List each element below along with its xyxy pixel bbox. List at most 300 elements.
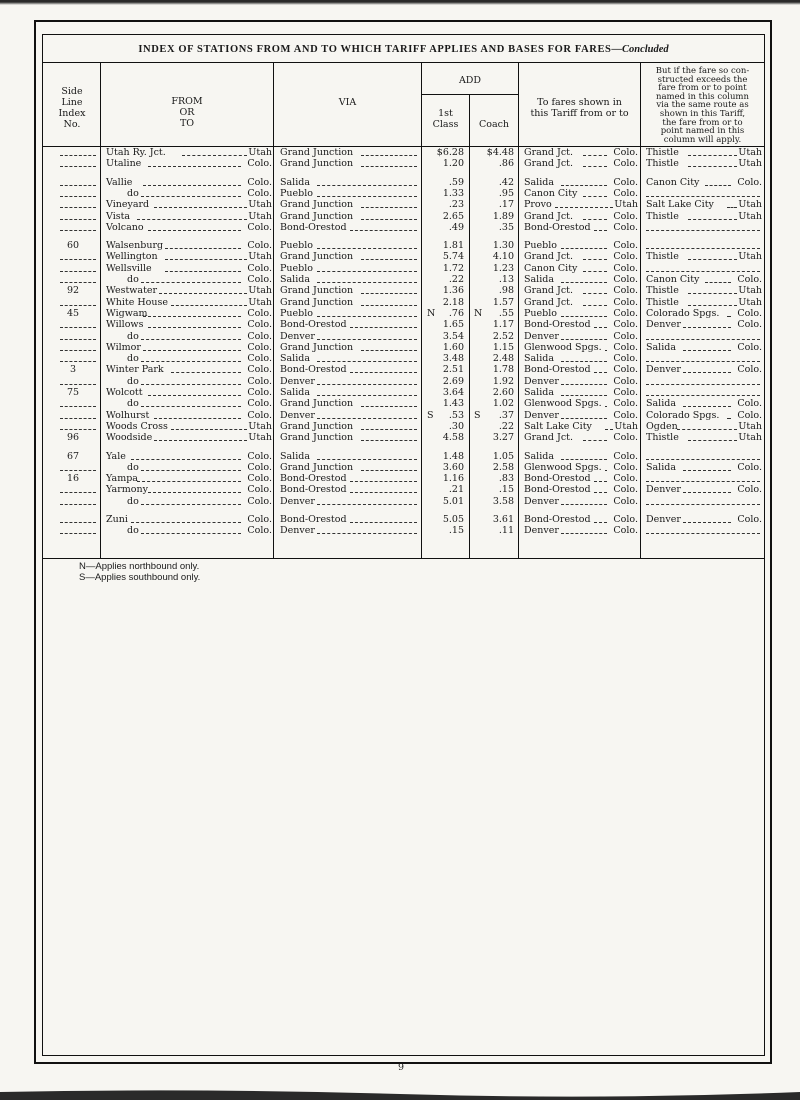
alt-fare-point: Thistle [646,210,679,222]
to-fare-point: Bond-Orestod [524,221,591,233]
station-state: Colo. [247,240,272,252]
coach-fare: 1.92 [492,375,514,387]
coach-fare: .83 [498,473,514,485]
header-side-line-2: Line [61,97,83,108]
station-state: Colo. [247,158,272,170]
header-but-if-2: structed exceeds the [657,74,748,85]
station-leader [143,350,241,351]
scan-edge-top [0,0,800,5]
via-leader [317,361,417,362]
alt-fare-point: Colorado Spgs. [646,409,720,421]
alt-fare-state: Utah [738,285,762,297]
coach-fare: .15 [498,484,514,496]
title-main: INDEX OF STATIONS FROM AND TO WHICH TARIFF APPLIES AND BASES FOR FARES [138,44,612,55]
alt-fare-state: Utah [738,296,762,308]
via-route: Salida [280,353,310,365]
via-leader [361,406,417,407]
alt-fare-point: Salida [646,398,676,410]
first-class-fare: .21 [448,484,464,496]
coach-fare: .37 [498,409,514,421]
coach-fare: .11 [498,525,514,537]
to-fare-state: Colo. [613,375,638,387]
row-index-blank [60,196,96,197]
to-fare-point: Grand Jct. [524,251,573,263]
header-coach: Coach [478,119,510,130]
to-fare-leader [561,418,607,419]
rule-table-bottom [42,558,765,559]
station-leader [182,155,247,156]
station-leader [159,293,246,294]
alt-fare-state: Colo. [737,319,762,331]
to-fare-leader [583,293,607,294]
to-fare-point: Glenwood Spgs. [524,341,602,353]
coach-fare: 1.57 [492,296,514,308]
via-route: Salida [280,387,310,398]
alt-fare-leader [688,155,736,156]
alt-fare-point: Ogden [646,420,678,432]
via-route: Salida [280,176,310,188]
to-fare-state: Colo. [613,221,638,233]
to-fare-point: Bond-Orestod [524,514,591,525]
via-leader [317,185,417,186]
station-state: Colo. [247,514,272,525]
title-suffix: —Concluded [611,44,669,55]
alt-fare-point: Thistle [646,285,679,297]
alt-fare-state: Utah [738,210,762,222]
station-state: Utah [248,199,272,211]
first-class-fare: 5.01 [442,495,464,507]
to-fare-point: Grand Jct. [524,210,573,222]
row-index-number: 67 [66,450,80,462]
coach-fare: 2.48 [492,353,514,365]
footnote-south: S—Applies southbound only. [79,572,201,583]
coach-fare: .98 [498,285,514,297]
alt-fare-point: Thistle [646,147,679,158]
alt-fare-point: Denver [646,319,681,331]
row-index-blank [60,327,96,328]
coach-fare: .42 [498,176,514,188]
row-index-blank [60,271,96,272]
to-fare-point: Salida [524,176,554,188]
first-class-fare: 1.16 [442,473,464,485]
via-leader [317,316,417,317]
page-number: 9 [397,1062,405,1073]
to-fare-leader [583,166,607,167]
station-name: do [127,461,139,473]
to-fare-state: Colo. [613,432,638,444]
to-fare-point: Canon City [524,187,578,199]
to-fare-point: Salida [524,274,554,285]
header-from-2: OR [179,107,195,118]
to-fare-leader [561,361,607,362]
station-name: Utaline [106,158,142,170]
station-name: Utah Ry. Jct. [106,147,166,158]
first-class-fare: .53 [448,409,464,421]
alt-fare-point: Salt Lake City [646,199,714,211]
via-leader [361,305,417,306]
via-leader [317,339,417,340]
alt-fare-state: Colo. [737,176,762,188]
station-state: Colo. [247,525,272,537]
station-name: Zuni [106,514,128,525]
station-name: Wigwam [106,307,148,319]
via-route: Denver [280,525,315,537]
row-index-blank [60,418,96,419]
row-index-number: 75 [66,387,80,398]
header-but-if-4: named in this column [656,91,749,102]
station-state: Colo. [247,176,272,188]
to-fare-state: Colo. [613,296,638,308]
station-name: Volcano [106,221,144,233]
via-leader [350,230,417,231]
to-fare-state: Colo. [613,484,638,496]
alt-fare-leader [683,372,731,373]
to-fare-state: Colo. [613,176,638,188]
alt-fare-leader [705,185,731,186]
station-state: Colo. [247,495,272,507]
row-index-blank [60,219,96,220]
via-route: Denver [280,375,315,387]
station-leader [165,271,241,272]
via-leader [361,470,417,471]
station-state: Colo. [247,398,272,410]
to-fare-point: Bond-Orestod [524,484,591,496]
via-route: Pueblo [280,240,313,252]
station-leader [148,395,241,396]
alt-fare-state: Utah [738,158,762,170]
station-name: do [127,525,139,537]
first-class-fare: 5.05 [442,514,464,525]
station-leader [171,429,247,430]
alt-fare-point: Thistle [646,158,679,170]
header-via: VIA [338,97,357,108]
coach-fare: 1.30 [492,240,514,252]
station-name: Vista [106,210,131,222]
first-class-flag: S [427,409,434,421]
via-route: Salida [280,274,310,285]
to-fare-point: Salida [524,450,554,462]
alt-fare-point: Canon City [646,176,700,188]
to-fare-point: Pueblo [524,240,557,252]
to-fare-state: Colo. [613,514,638,525]
to-fare-state: Colo. [613,319,638,331]
alt-fare-leader [688,305,736,306]
row-index-blank [60,406,96,407]
alt-fare-leader [683,522,731,523]
via-leader [350,372,417,373]
first-class-fare: 1.65 [442,319,464,331]
scan-edge-bottom [0,1086,800,1100]
alt-fare-leader [683,327,731,328]
to-fare-leader [561,185,607,186]
alt-fare-leader [688,440,736,441]
alt-fare-blank [646,271,760,272]
to-fare-state: Colo. [613,187,638,199]
to-fare-point: Grand Jct. [524,432,573,444]
to-fare-state: Colo. [613,398,638,410]
to-fare-leader [594,481,607,482]
via-route: Grand Junction [280,158,354,170]
via-route: Grand Junction [280,398,354,410]
station-leader [141,282,241,283]
coach-fare: .22 [498,420,514,432]
to-fare-leader [561,248,607,249]
via-route: Bond-Orestod [280,484,347,496]
via-route: Grand Junction [280,341,354,353]
station-name: Wellington [106,251,158,263]
station-state: Colo. [247,262,272,274]
to-fare-leader [594,492,607,493]
coach-fare: .55 [498,307,514,319]
alt-fare-blank [646,248,760,249]
station-name: do [127,187,139,199]
station-leader [141,533,241,534]
to-fare-point: Grand Jct. [524,147,573,158]
alt-fare-leader [683,406,731,407]
first-class-fare: .76 [448,307,464,319]
first-class-fare: 2.65 [442,210,464,222]
to-fare-leader [583,196,607,197]
to-fare-point: Glenwood Spgs. [524,461,602,473]
station-leader [131,459,241,460]
station-leader [141,504,241,505]
to-fare-state: Colo. [613,262,638,274]
header-but-if-7: the fare from or to [662,117,743,128]
header-side-line-3: Index [58,108,86,119]
station-name: do [127,398,139,410]
col-rule-1 [100,62,101,558]
col-rule-4 [469,94,470,558]
row-index-number: 3 [69,364,77,376]
to-fare-state: Colo. [613,330,638,342]
station-leader [148,230,241,231]
via-route: Pueblo [280,262,313,274]
first-class-fare: 3.48 [442,353,464,365]
station-name: do [127,353,139,365]
alt-fare-blank [646,459,760,460]
station-leader [141,196,241,197]
via-route: Grand Junction [280,210,354,222]
station-state: Colo. [247,375,272,387]
alt-fare-blank [646,339,760,340]
alt-fare-state: Utah [738,420,762,432]
to-fare-state: Colo. [613,364,638,376]
alt-fare-leader [688,259,736,260]
alt-fare-point: Denver [646,514,681,525]
to-fare-state: Colo. [613,353,638,365]
station-name: Woodside [106,432,153,444]
to-fare-point: Salida [524,353,554,365]
coach-fare: 3.58 [492,495,514,507]
via-leader [361,293,417,294]
row-index-blank [60,429,96,430]
station-leader [141,384,241,385]
first-class-fare: 1.48 [442,450,464,462]
station-leader [131,522,241,523]
to-fare-state: Colo. [613,473,638,485]
coach-fare: 2.60 [492,387,514,398]
coach-fare: 4.10 [492,251,514,263]
station-name: Winter Park [106,364,164,376]
station-name: Yarmony [106,484,148,496]
station-state: Colo. [247,330,272,342]
to-fare-point: Denver [524,330,559,342]
station-name: White House [106,296,169,308]
station-state: Colo. [247,221,272,233]
to-fare-leader [583,271,607,272]
to-fare-leader [555,207,613,208]
header-but-if-5: via the same route as [656,100,749,111]
to-fare-leader [594,372,607,373]
to-fare-leader [561,459,607,460]
station-state: Colo. [247,461,272,473]
header-but-if-9: column will apply. [663,134,742,145]
coach-fare: .95 [498,187,514,199]
header-but-if-8: point named in this [660,126,745,137]
to-fare-state: Colo. [613,240,638,252]
to-fare-point: Grand Jct. [524,296,573,308]
via-route: Grand Junction [280,296,354,308]
to-fare-point: Pueblo [524,307,557,319]
to-fare-state: Colo. [613,341,638,353]
alt-fare-point: Thistle [646,432,679,444]
via-route: Grand Junction [280,432,354,444]
station-state: Colo. [247,274,272,285]
via-route: Grand Junction [280,285,354,297]
first-class-fare: 1.20 [442,158,464,170]
coach-fare: 1.17 [492,319,514,331]
via-leader [317,459,417,460]
station-state: Utah [248,147,272,158]
via-leader [361,259,417,260]
to-fare-state: Colo. [613,158,638,170]
row-index-blank [60,305,96,306]
station-leader [165,259,247,260]
station-state: Colo. [247,450,272,462]
to-fare-state: Colo. [613,461,638,473]
alt-fare-point: Colorado Spgs. [646,307,720,319]
header-to-fares-1: To fares shown in [537,97,622,108]
row-index-blank [60,230,96,231]
header-from [101,96,273,129]
station-name: Woods Cross [106,420,168,432]
first-class-flag: N [427,307,436,319]
alt-fare-state: Colo. [737,398,762,410]
first-class-fare: .30 [448,420,464,432]
coach-fare: $4.48 [486,147,514,158]
station-leader [148,166,241,167]
to-fare-leader [605,470,607,471]
station-leader [171,372,241,373]
header-side-line-4: No. [63,119,81,130]
alt-fare-state: Colo. [737,274,762,285]
coach-fare: 1.78 [492,364,514,376]
coach-fare: .17 [498,199,514,211]
alt-fare-leader [683,350,731,351]
first-class-fare: 4.58 [442,432,464,444]
to-fare-point: Bond-Orestod [524,364,591,376]
coach-fare: 2.52 [492,330,514,342]
row-index-blank [60,166,96,167]
alt-fare-leader [677,429,737,430]
station-state: Utah [248,251,272,263]
via-leader [317,533,417,534]
row-index-blank [60,282,96,283]
station-state: Utah [248,285,272,297]
alt-fare-leader [688,293,736,294]
header-but-if-3: fare from or to point [658,83,747,94]
alt-fare-leader [688,219,736,220]
to-fare-point: Salt Lake City [524,420,592,432]
first-class-fare: 3.54 [442,330,464,342]
alt-fare-blank [646,533,760,534]
alt-fare-point: Denver [646,364,681,376]
station-state: Colo. [247,473,272,485]
to-fare-leader [605,429,612,430]
coach-flag: S [474,409,481,421]
via-leader [317,418,417,419]
to-fare-leader [561,282,607,283]
alt-fare-point: Denver [646,484,681,496]
coach-fare: 1.23 [492,262,514,274]
coach-fare: 1.15 [492,341,514,353]
alt-fare-state: Colo. [737,409,762,421]
to-fare-leader [583,305,607,306]
to-fare-point: Grand Jct. [524,158,573,170]
station-state: Colo. [247,409,272,421]
first-class-fare: .22 [448,274,464,285]
row-index-blank [60,384,96,385]
via-leader [361,429,417,430]
to-fare-state: Colo. [613,251,638,263]
station-name: Westwater [106,285,158,297]
station-state: Colo. [247,364,272,376]
coach-fare: .86 [498,158,514,170]
via-leader [350,481,417,482]
row-index-number: 16 [66,473,80,485]
coach-fare: 1.05 [492,450,514,462]
alt-fare-leader [727,316,731,317]
rule-top [42,62,765,63]
row-index-number: 45 [66,307,80,319]
row-index-blank [60,259,96,260]
to-fare-state: Utah [614,420,638,432]
alt-fare-leader [705,282,731,283]
first-class-fare: .23 [448,199,464,211]
to-fare-leader [594,327,607,328]
via-leader [361,155,417,156]
station-leader [165,248,241,249]
via-route: Bond-Orestod [280,319,347,331]
alt-fare-leader [688,166,736,167]
station-name: Wilmor [106,341,141,353]
first-class-fare: 3.60 [442,461,464,473]
via-leader [317,384,417,385]
via-leader [317,282,417,283]
first-class-fare: 2.51 [442,364,464,376]
via-route: Bond-Orestod [280,514,347,525]
station-leader [148,327,241,328]
to-fare-leader [583,440,607,441]
coach-fare: 1.02 [492,398,514,410]
coach-fare: .13 [498,274,514,285]
to-fare-leader [583,259,607,260]
alt-fare-state: Utah [738,251,762,263]
alt-fare-point: Thistle [646,251,679,263]
to-fare-point: Bond-Orestod [524,473,591,485]
via-leader [361,219,417,220]
row-index-number: 92 [66,285,80,297]
